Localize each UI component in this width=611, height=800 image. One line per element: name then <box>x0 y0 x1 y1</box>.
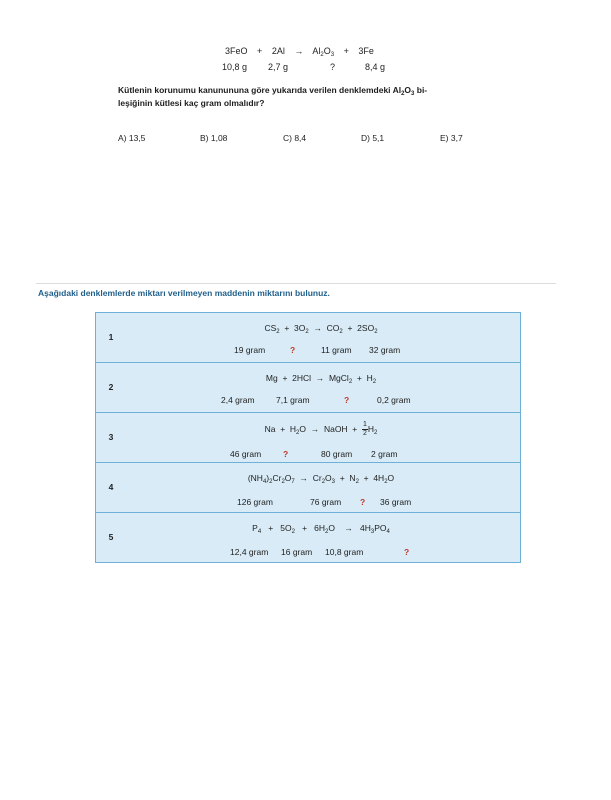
table-row <box>96 413 520 461</box>
equation-cell: $Na + H_2O$ → NaOH + $\frac{1}{2}$ $H_2$ 46 gram ? 80 gram 2 gram <box>124 415 518 459</box>
product-fe: 3Fe <box>358 46 374 56</box>
reaction-arrow: → <box>294 46 304 56</box>
row-number: 5 <box>98 515 124 559</box>
table-row <box>96 363 520 411</box>
product-al2o3: $Al_2O_3$ <box>312 46 335 58</box>
equation: $(NH_4)_2Cr_2O_7 \to Cr_2O_3 + N_2 + 4H_2O$ <box>247 473 395 485</box>
mass-fe: 8,4 g <box>365 62 386 72</box>
equation-cell: $P_4 + 5O_2 + 6H_2O$ → $4H_3PO_4$ 12,4 gram 16 gram 10,8 gram ? <box>124 515 518 559</box>
plus-sign: + <box>343 46 349 56</box>
row-number: 4 <box>98 465 124 509</box>
row-number: 2 <box>98 365 124 409</box>
table-row <box>96 513 520 561</box>
row-number: 3 <box>98 415 124 459</box>
equation: Mg + 2HCl → MgCl$_2$ + $H_2$ <box>265 373 377 385</box>
choice-c[interactable]: C) 8,4 <box>283 133 307 143</box>
choice-b[interactable]: B) 1,08 <box>200 133 228 143</box>
question-line-1: Kütlenin korunumu kanunununa göre yukarıda verilen denklemdeki $Al_2O_3$ bi- <box>118 85 428 97</box>
question-text <box>118 84 478 110</box>
equation: $P_4 + 5O_2 + 6H_2O$ → $4H_3PO_4$ <box>252 523 390 535</box>
equation: $CS_2 + 3O_2 \to CO_2 + 2SO_2$ <box>264 323 378 335</box>
reactant-feo: 3FeO <box>225 46 248 56</box>
choice-a[interactable]: A) 13,5 <box>118 133 146 143</box>
top-masses <box>222 62 392 74</box>
choice-e[interactable]: E) 3,7 <box>440 133 463 143</box>
section-title: Aşağıdaki denklemlerde miktarı verilmeyen maddenin miktarını bulunuz. <box>38 288 330 298</box>
plus-sign: + <box>257 46 263 56</box>
choice-d[interactable]: D) 5,1 <box>361 133 385 143</box>
top-equation <box>225 46 374 56</box>
section-divider <box>36 283 556 284</box>
table-row <box>96 463 520 511</box>
equation-cell: Mg + 2HCl → MgCl$_2$ + $H_2$ 2,4 gram 7,1 gram ? 0,2 gram <box>124 365 518 409</box>
equations-table <box>95 312 521 563</box>
mass-al2o3: ? <box>330 62 336 72</box>
row-number: 1 <box>98 315 124 359</box>
question-line-2: leşiğinin kütlesi kaç gram olmalıdır? <box>118 98 265 108</box>
table-row <box>96 313 520 361</box>
equation-cell: $(NH_4)_2Cr_2O_7 \to Cr_2O_3 + N_2 + 4H_2O$ 126 gram 76 gram ? 36 gram <box>124 465 518 509</box>
mass-al: 2,7 g <box>268 62 289 72</box>
equation: $Na + H_2O$ → NaOH + $\frac{1}{2}$ $H_2$ <box>264 421 378 437</box>
reactant-al: 2Al <box>271 46 285 56</box>
equation-cell: $CS_2 + 3O_2 \to CO_2 + 2SO_2$ 19 gram ? 11 gram 32 gram <box>124 315 518 359</box>
mass-feo: 10,8 g <box>222 62 248 72</box>
